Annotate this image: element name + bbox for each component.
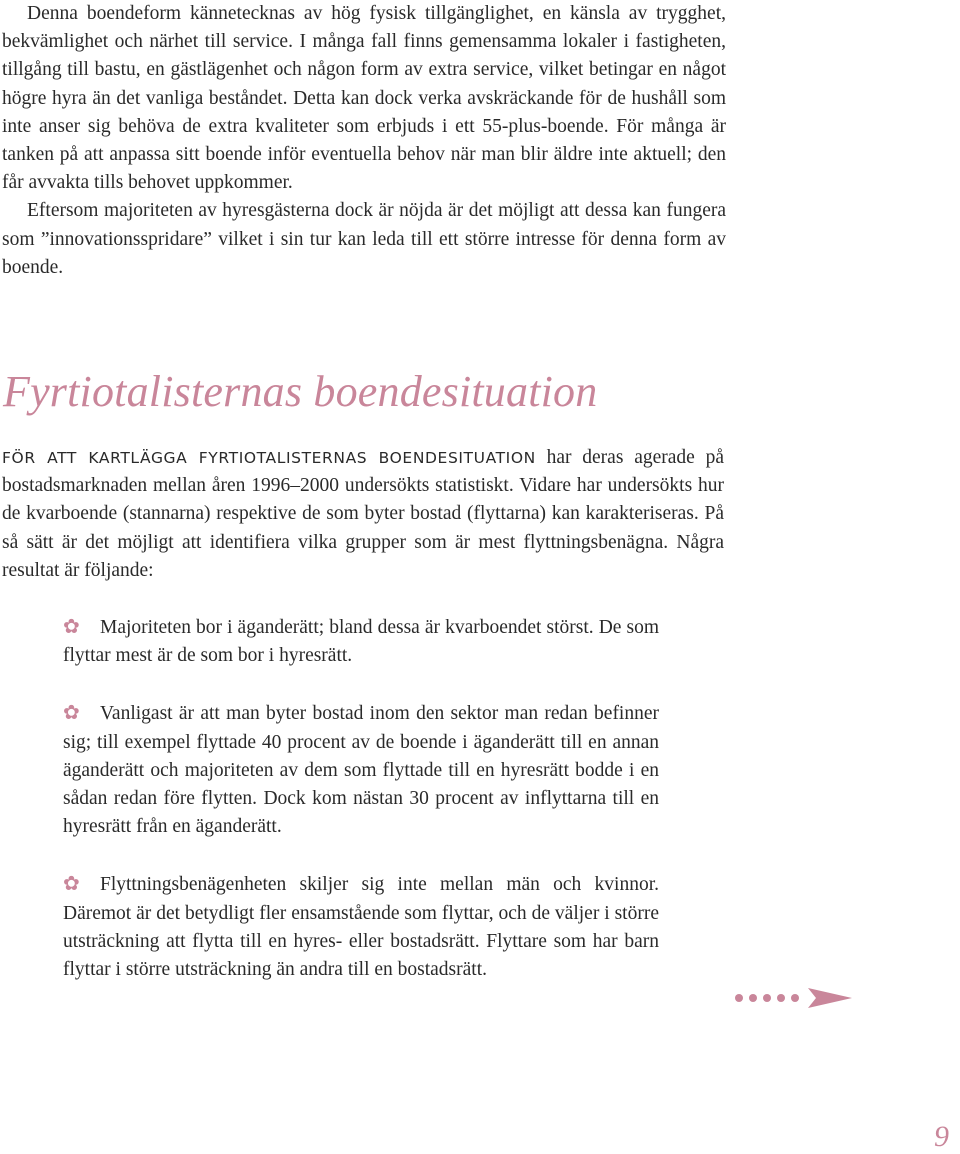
list-item	[63, 698, 659, 841]
intro-text	[2, 0, 726, 282]
results-list	[63, 612, 659, 1012]
section-paragraph	[2, 444, 724, 585]
dotted-arrow-right-icon	[734, 986, 854, 1010]
list-item-text: Vanligast är att man byter bostad inom den sektor man redan befinner sig; till exempel flyttade 40 procent av de boende i äganderätt till en annan äganderätt och majoriteten av dem som flyttade till en hyresrätt bodde i en sådan redan före flytten. Dock kom nästan 30 procent av inflyttarna till en hyresrätt från en äganderätt.	[63, 703, 659, 838]
intro-paragraph-1: Denna boendeform kännetecknas av hög fysisk tillgänglighet, en känsla av trygghet, bekvämlighet och närhet till service. I många fall finns gemensamma lokaler i fastigheten, tillgång till bastu, en gästlägenhet och någon form av extra service, vilket betingar en något högre hyra än det vanliga beståndet. Detta kan dock verka avskräckande för de hushåll som inte anser sig behöva de extra kvaliteter som erbjuds i ett 55-plus-boende. För många är tanken på att anpassa sitt boende inför eventuella behov när man blir äldre inte aktuell; den får avvakta tills behovet uppkommer.	[2, 3, 726, 194]
flower-bullet-icon: ✿	[63, 700, 80, 725]
flower-bullet-icon: ✿	[63, 614, 80, 638]
flower-bullet-icon: ✿	[63, 871, 80, 896]
list-item-text: Flyttningsbenägenheten skiljer sig inte mellan män och kvinnor. Däremot är det betydligt fler ensamstående som flyttar, och de väljer i större utsträckning att flytta till en hyres- eller bostadsrätt. Flyttare som har barn flyttar i större utsträckning än andra till en bostadsrätt.	[63, 874, 659, 981]
page-number: 9	[934, 1120, 949, 1153]
section-heading: Fyrtiotalisternas boendesituation	[3, 367, 598, 416]
section-lead-in: FÖR ATT KARTLÄGGA FYRTIOTALISTERNAS BOENDESITUATION	[2, 449, 536, 467]
list-item-text: Majoriteten bor i äganderätt; bland dessa är kvarboendet störst. De som flyttar mest är de som bor i hyresrätt.	[63, 617, 659, 667]
list-item	[63, 869, 659, 984]
intro-paragraph-2: Eftersom majoriteten av hyresgästerna dock är nöjda är det möjligt att dessa kan fungera som ”innovationsspridare” vilket i sin tur kan leda till ett större intresse för denna form av boende.	[2, 200, 726, 278]
section-paragraph-text: har deras agerade på bostadsmarknaden mellan åren 1996–2000 undersökts statistiskt. Vidare har undersökts hur de kvarboende (stannarna) respektive de som byter bostad (flyttarna) kan karakteriseras. På så sätt är det möjligt att identifiera vilka grupper som är mest flyttningsbenägna. Några resultat är följande:	[2, 447, 724, 581]
section-body	[2, 444, 724, 585]
list-item	[63, 612, 659, 670]
